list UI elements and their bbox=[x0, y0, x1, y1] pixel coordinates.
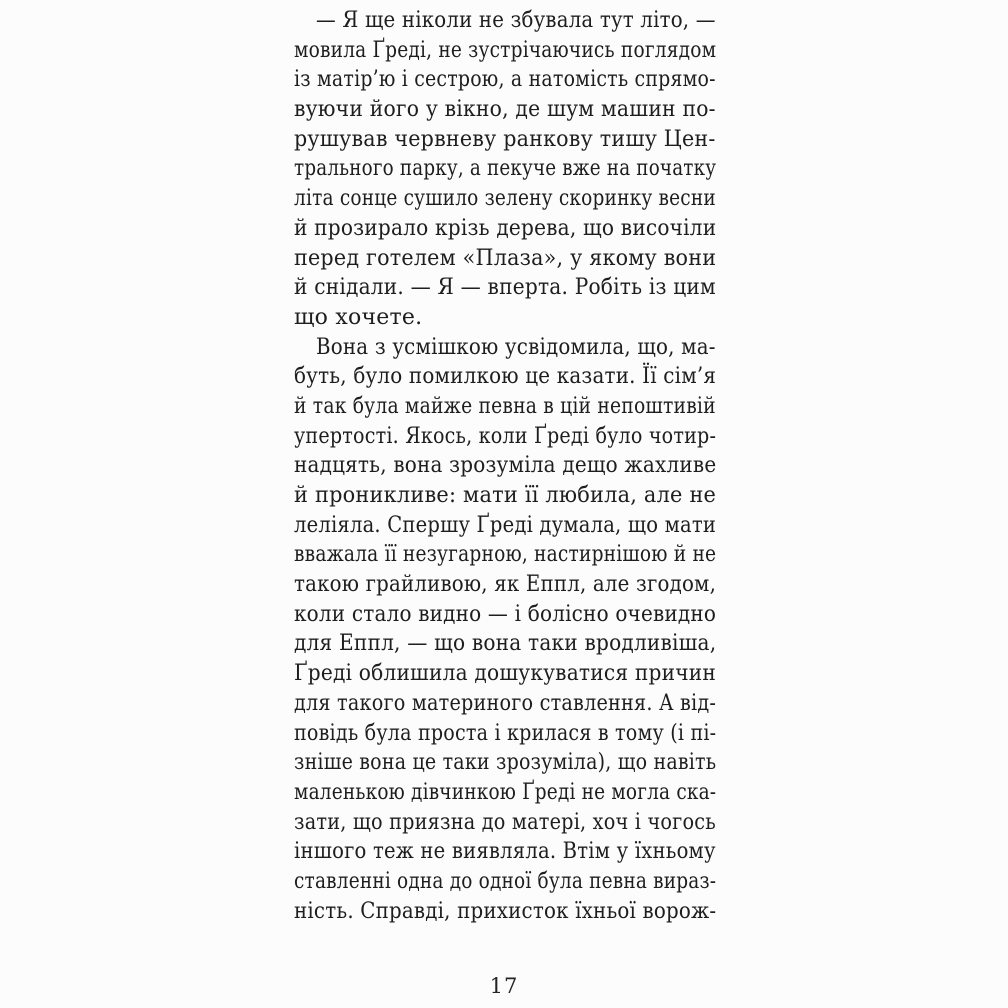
text-line: й снідали. — Я — вперта. Робіть із цим bbox=[294, 275, 716, 301]
text-line: зніше вона це таки зрозуміла), що навіть bbox=[294, 750, 717, 776]
text-line: буть, було помилкою це казати. Її сім’я bbox=[294, 364, 717, 390]
text-line: перед готелем «Плаза», у якому вони bbox=[294, 245, 717, 271]
text-line: й прозирало крізь дерева, що височіли bbox=[294, 215, 717, 241]
text-line: Вона з усмішкою усвідомила, що, ма- bbox=[316, 334, 716, 360]
text-line: іншого теж не виявляла. Втім у їхньому bbox=[294, 839, 716, 865]
text-line: для такого материного ставлення. А від- bbox=[294, 690, 717, 716]
text-column bbox=[294, 6, 716, 926]
text-line: вуючи його у вікно, де шум машин по- bbox=[294, 97, 716, 123]
text-line: й так була майже певна в цій непоштивій bbox=[294, 393, 716, 419]
text-line: вважала її незугарною, настирнішою й не bbox=[294, 542, 717, 568]
text-line: такою грайливою, як Еппл, але згодом, bbox=[294, 572, 717, 598]
text-line: трального парку, а пекуче вже на початку bbox=[294, 156, 717, 182]
text-line: зати, що приязна до матері, хоч і чогось bbox=[294, 809, 716, 835]
text-line: із матір’ю і сестрою, а натомість спрямо- bbox=[294, 67, 716, 93]
text-line: ставленні одна до одної була певна вираз- bbox=[294, 868, 717, 894]
text-line: коли стало видно — і болісно очевидно bbox=[294, 601, 717, 627]
text-line: надцять, вона зрозуміла дещо жахливе bbox=[294, 453, 717, 479]
text-line: рушував червневу ранкову тишу Цен- bbox=[294, 126, 716, 152]
text-line: — Я ще ніколи не збувала тут літо, — bbox=[316, 8, 716, 33]
text-line: ність. Справді, прихисток їхньої ворож- bbox=[294, 898, 717, 924]
text-line: мовила Ґреді, не зустрічаючись поглядом bbox=[294, 37, 717, 63]
page-number: 17 bbox=[489, 974, 519, 998]
text-line: й проникливе: мати її любила, але не bbox=[294, 483, 717, 508]
text-line: леліяла. Спершу Ґреді думала, що мати bbox=[294, 512, 717, 538]
text-line: повідь була проста і крилася в тому (і пі- bbox=[294, 720, 717, 746]
text-line: маленькою дівчинкою Ґреді не могла ска- bbox=[294, 779, 717, 805]
text-line: літа сонце сушило зелену скоринку весни bbox=[294, 186, 716, 212]
text-line: упертості. Якось, коли Ґреді було чотир- bbox=[294, 423, 717, 449]
text-line: для Еппл, — що вона таки вродливіша, bbox=[294, 631, 717, 657]
text-line: що хочете. bbox=[294, 304, 423, 330]
text-line: Ґреді облишила дошукуватися причин bbox=[294, 661, 716, 687]
